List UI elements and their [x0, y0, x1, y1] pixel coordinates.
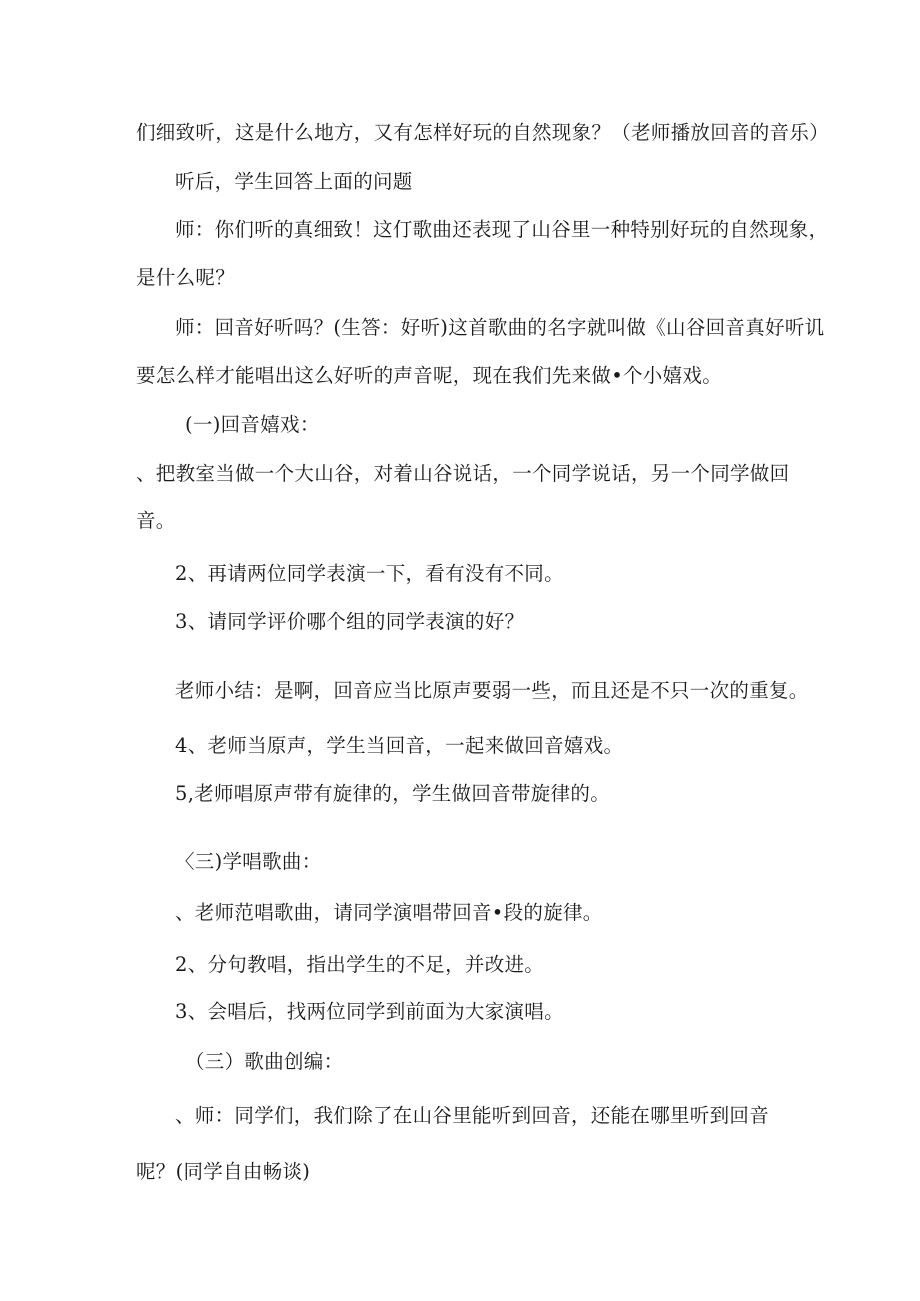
list-item: 4、老师当原声，学生当回音，一起来做回音嬉戏。	[175, 734, 624, 757]
section-heading: （三）歌曲创编：	[185, 1050, 344, 1073]
section-heading: 〈三)学唱歌曲：	[175, 850, 322, 873]
text-line: 师：你们听的真细致！这仃歌曲还表现了山谷里一种特别好玩的自然现象，	[175, 218, 829, 241]
text-line: 师：回音好听吗？(生答：好听)这首歌曲的名字就叫做《山谷回音真好听讥	[175, 316, 825, 339]
list-item: 3、请同学评价哪个组的同学表演的好？	[175, 610, 525, 633]
text-line: 呢？(同学自由畅谈)	[136, 1160, 311, 1183]
text-line: 们细致听，这是什么地方，又有怎样好玩的自然现象？（老师播放回音的音乐）	[136, 121, 830, 144]
text-line: 音。	[136, 509, 176, 532]
list-item: 、老师范唱歌曲，请同学演唱带回音•段的旋律。	[175, 901, 603, 924]
text-line: 、师：同学们，我们除了在山谷里能听到回音，还能在哪里听到回音	[175, 1104, 770, 1127]
text-line: 要怎么样才能唱出这么好听的声音呢，现在我们先来做•个小嬉戏。	[136, 364, 723, 387]
text-line: 听后，学生回答上面的问题	[175, 170, 413, 193]
list-item: 2、分句教唱，指出学生的不足，并改进。	[175, 953, 545, 976]
section-heading: (一)回音嬉戏：	[185, 413, 320, 436]
list-item: 5,老师唱原声带有旋律的，学生做回音带旋律的。	[175, 782, 611, 805]
list-item: 3、会唱后，找两位同学到前面为大家演唱。	[175, 1000, 564, 1023]
text-line: 、把教室当做一个大山谷，对着山谷说话，一个同学说话，另一个同学做回	[136, 462, 790, 485]
text-line: 老师小结：是啊，回音应当比原声要弱一些，而且还是不只一次的重复。	[175, 679, 809, 702]
list-item: 2、再请两位同学表演一下，看有没有不同。	[175, 562, 564, 585]
text-line: 是什么呢？	[136, 266, 236, 289]
